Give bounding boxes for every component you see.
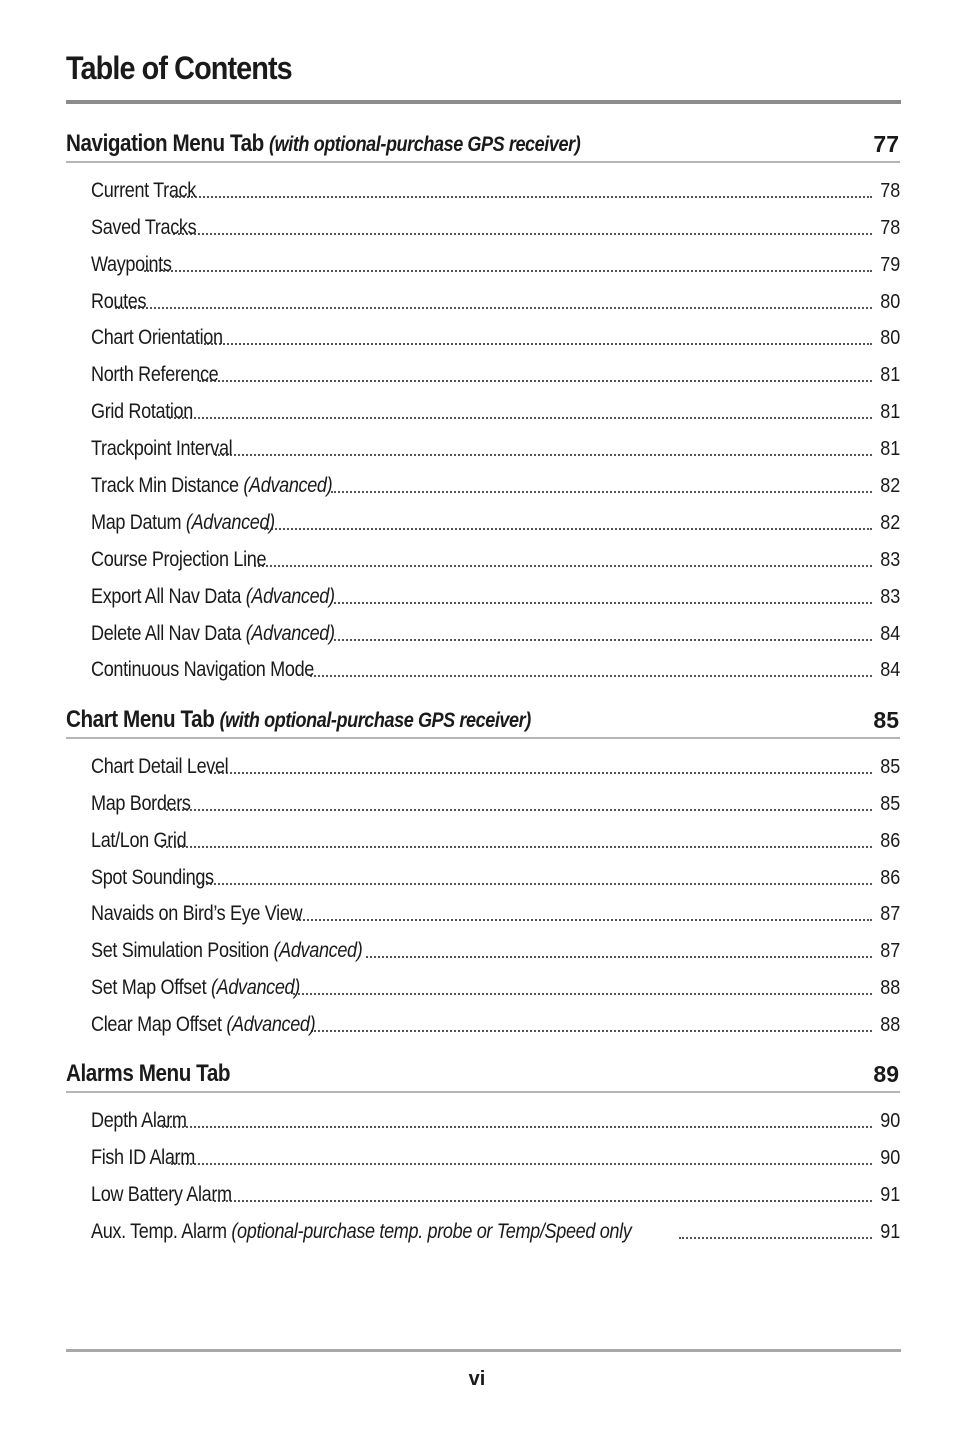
toc-entry[interactable] xyxy=(66,173,900,210)
entry-label: Fish ID Alarm xyxy=(91,1145,195,1169)
entry-page-number: 83 xyxy=(879,585,900,608)
toc-entry[interactable] xyxy=(66,431,900,468)
toc-entry[interactable] xyxy=(66,357,900,394)
entry-label: Set Map Offset (Advanced) xyxy=(91,976,300,1000)
entry-label: Clear Map Offset (Advanced) xyxy=(91,1013,316,1037)
section-heading[interactable] xyxy=(66,128,900,163)
toc-entry[interactable] xyxy=(66,1140,900,1177)
entry-label: Aux. Temp. Alarm (optional-purchase temp. probe or Temp/Speed only xyxy=(91,1219,632,1243)
dot-leader xyxy=(172,195,871,198)
section-page-number: 85 xyxy=(873,707,899,733)
entry-page-number: 79 xyxy=(879,253,900,276)
entry-label: Spot Soundings xyxy=(91,865,214,889)
toc-entry[interactable] xyxy=(66,933,900,970)
entry-page-number: 84 xyxy=(879,622,900,645)
entry-page-number: 78 xyxy=(879,179,900,202)
dot-leader xyxy=(115,306,872,309)
toc-section-navigation xyxy=(66,128,900,689)
toc-entries xyxy=(66,1103,900,1251)
entry-page-number: 84 xyxy=(879,659,900,682)
toc-entry[interactable] xyxy=(66,542,900,579)
entry-label: Track Min Distance (Advanced) xyxy=(91,474,333,498)
toc-entry[interactable] xyxy=(66,505,900,542)
section-note: (with optional-purchase GPS receiver) xyxy=(269,133,581,156)
section-note: (with optional-purchase GPS receiver) xyxy=(219,709,531,732)
entry-label: Continuous Navigation Mode xyxy=(91,658,314,682)
entry-page-number: 78 xyxy=(879,216,900,239)
toc-entry[interactable] xyxy=(66,210,900,247)
entry-label: Export All Nav Data (Advanced) xyxy=(91,584,335,608)
entry-page-number: 82 xyxy=(879,475,900,498)
section-title: Alarms Menu Tab xyxy=(66,1060,231,1087)
entry-page-number: 87 xyxy=(879,940,900,963)
dot-leader xyxy=(210,771,872,774)
entry-page-number: 81 xyxy=(879,364,900,387)
dot-leader xyxy=(214,1199,872,1202)
toc-entry[interactable] xyxy=(66,897,900,934)
toc-entry[interactable] xyxy=(66,970,900,1007)
page-title: Table of Contents xyxy=(66,50,292,86)
dot-leader xyxy=(296,918,872,921)
footer-divider xyxy=(66,1349,901,1352)
page-number: vi xyxy=(468,1368,486,1390)
toc-entry[interactable] xyxy=(66,653,900,690)
entry-page-number: 90 xyxy=(879,1109,900,1132)
entry-label: Map Borders xyxy=(91,791,191,815)
toc-entry[interactable] xyxy=(66,749,900,786)
dot-leader xyxy=(293,992,871,995)
dot-leader xyxy=(171,1162,871,1165)
dot-leader xyxy=(193,882,872,885)
entry-label: Low Battery Alarm xyxy=(91,1182,232,1206)
entry-page-number: 91 xyxy=(879,1220,900,1243)
dot-leader xyxy=(334,638,872,641)
entry-page-number: 80 xyxy=(879,290,900,313)
toc-entry[interactable] xyxy=(66,1214,900,1251)
dot-leader xyxy=(679,1236,872,1239)
entry-page-number: 86 xyxy=(879,829,900,852)
entry-label: Trackpoint Interval xyxy=(91,437,233,461)
entry-page-number: 81 xyxy=(879,401,900,424)
entry-label: Saved Tracks xyxy=(91,215,197,239)
dot-leader xyxy=(162,1125,872,1128)
entry-label: Routes xyxy=(91,289,147,313)
section-title: Chart Menu Tab xyxy=(66,706,215,733)
toc-entry[interactable] xyxy=(66,247,900,284)
toc-entry[interactable] xyxy=(66,284,900,321)
entry-label: Course Projection Line xyxy=(91,547,267,571)
entry-page-number: 88 xyxy=(879,1014,900,1037)
entry-page-number: 85 xyxy=(879,792,900,815)
dot-leader xyxy=(264,527,872,530)
dot-leader xyxy=(161,845,872,848)
entry-page-number: 88 xyxy=(879,977,900,1000)
entry-label: Delete All Nav Data (Advanced) xyxy=(91,621,335,645)
title-divider xyxy=(66,100,901,104)
entry-page-number: 90 xyxy=(879,1146,900,1169)
dot-leader xyxy=(169,416,872,419)
dot-leader xyxy=(254,564,872,567)
section-heading[interactable] xyxy=(66,1058,900,1093)
dot-leader xyxy=(334,601,872,604)
toc-entry[interactable] xyxy=(66,394,900,431)
dot-leader xyxy=(166,808,871,811)
entry-label: Set Simulation Position (Advanced) xyxy=(91,939,363,963)
entry-label: North Reference xyxy=(91,363,219,387)
section-heading[interactable] xyxy=(66,704,900,739)
dot-leader xyxy=(310,674,872,677)
entry-page-number: 80 xyxy=(879,327,900,350)
entry-page-number: 91 xyxy=(879,1183,900,1206)
entry-label: Navaids on Bird’s Eye View xyxy=(91,902,303,926)
toc-entry[interactable] xyxy=(66,860,900,897)
entry-label: Waypoints xyxy=(91,252,172,276)
toc-section-alarms xyxy=(66,1058,900,1251)
entry-page-number: 81 xyxy=(879,438,900,461)
dot-leader xyxy=(144,269,872,272)
dot-leader xyxy=(311,1029,872,1032)
toc-entry[interactable] xyxy=(66,823,900,860)
section-title: Navigation Menu Tab xyxy=(66,130,264,157)
toc-entries xyxy=(66,749,900,1044)
toc-entry[interactable] xyxy=(66,468,900,505)
toc-entry[interactable] xyxy=(66,579,900,616)
toc-entries xyxy=(66,173,900,689)
toc-entry[interactable] xyxy=(66,1177,900,1214)
entry-label: Current Track xyxy=(91,178,196,202)
toc-entry[interactable] xyxy=(66,1007,900,1044)
dot-leader xyxy=(215,453,872,456)
dot-leader xyxy=(173,232,872,235)
entry-label: Chart Detail Level xyxy=(91,754,229,778)
dot-leader xyxy=(366,955,872,958)
entry-page-number: 86 xyxy=(879,866,900,889)
entry-page-number: 83 xyxy=(879,548,900,571)
toc-entry[interactable] xyxy=(66,321,900,358)
section-page-number: 77 xyxy=(873,131,899,157)
entry-page-number: 87 xyxy=(879,903,900,926)
dot-leader xyxy=(331,490,872,493)
toc-entry[interactable] xyxy=(66,786,900,823)
entry-page-number: 82 xyxy=(879,511,900,534)
entry-label: Chart Orientation xyxy=(91,326,223,350)
dot-leader xyxy=(204,342,872,345)
toc-entry[interactable] xyxy=(66,616,900,653)
entry-label: Lat/Lon Grid xyxy=(91,828,187,852)
entry-page-number: 85 xyxy=(879,755,900,778)
toc-entry[interactable] xyxy=(66,1103,900,1140)
section-page-number: 89 xyxy=(873,1061,899,1087)
entry-label: Map Datum (Advanced) xyxy=(91,510,275,534)
entry-label: Depth Alarm xyxy=(91,1108,187,1132)
toc-section-chart xyxy=(66,704,900,1044)
dot-leader xyxy=(199,379,872,382)
entry-label: Grid Rotation xyxy=(91,400,193,424)
